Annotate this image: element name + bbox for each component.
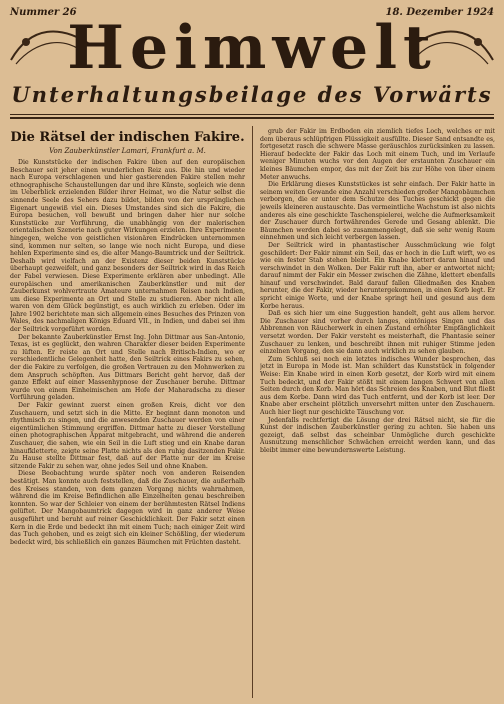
article-paragraph: Zum Schluß sei noch ein letztes indisches Wunder besprochen, das jetzt in Europa in Mode ist. Man schildert das Kunststück in folgender Weise: Ein Knabe wird in einen Korb gesetzt, der Korb wird mit einem Tuch bedeckt, und der Fakir stößt mit einem langen Schwert von allen Seiten durch den Korb. Man hört das Schreien des Knaben, und Blut fließt aus dem Korbe. Dann wird das Tuch entfernt, und der Korb ist leer. Der Knabe aber erscheint plötzlich unversehrt mitten unter den Zuschauern. Auch hier liegt nur geschickte Täuschung vor. — [260, 355, 495, 416]
right-column-text — [260, 128, 495, 455]
article-paragraph: Die Kunststücke der indischen Fakire üben auf den europäischen Beschauer seit jeher einen wunderlichen Reiz aus. Die hin und wieder nach Europa verschlagenen und hier gastierenden Fakire stellen mehr ethnographische Schaustellungen dar und ihre Künste, sogleich wie denn im Ueberblick erzielenden Bilder ihrer Heimat, wo die Natur selbst die sinnende Seele des Sehers dazu bildet, bilden von der ursprünglichen Eigenart ungewiß viel ein. Dieses Umstandes sind sich die Fakire, die Europa besuchen, voll bewußt und bringen daher hier nur solche Kunststücke zur Vorführung, die unabhängig von der malerischen orientalischen Szenerie nach guter Wirkungen erzielen. Ihre Experimente hingegen, welche von geistlichen visionären Eindrücken unternommen sind, kommen nur selten, so lange wie noch nicht Europa, und diese hehlen Experimente sind es, die alter Mango-Baumtrick und der Seiltrick. Deshalb wird vielfach an der Existenz dieser beiden Kunststücke überhaupt gezweifelt, und ganz besonders der Seiltrick wird in das Reich der Fabel verwiesen. Diese Experimente erklären aber unbedingt. Alle europäischen und amerikanischen Zauberkünstler und mit der Zauberkunst wohlvertraute Amateure unternahmen Reisen nach Indien, um diese Experimente an Ort und Stelle zu studieren. Aber nicht alle waren von dem Glück begünstigt, es auch wirklich zu erleben. Oder im Jahre 1902 berichtete man sich allgemein eines Besuches des Prinzen von Wales, des nachmaligen Königs Eduard VII., in Indien, und dabei sei ihm der Seiltrick vorgeführt worden. — [10, 159, 245, 334]
masthead-title: Heimwelt — [67, 13, 437, 83]
article-paragraph: Jedenfalls rechtfertigt die Lösung der drei Rätsel nicht, sie für die Kunst der indischen Zauberkünstler gering zu achten. Sie haben uns gezeigt, daß selbst das scheinbar Unmögliche durch geschickte Ausnutzung menschlicher Schwächen erreicht werden kann, und das bleibt immer eine bewundernswerte Leistung. — [260, 416, 495, 454]
article-title: Die Rätsel der indischen Fakire. — [10, 130, 245, 145]
article-byline: Von Zauberkünstler Lamari, Frankfurt a. M. — [49, 147, 206, 155]
left-column-text — [10, 159, 245, 546]
article-paragraph: Der bekannte Zauberkünstler Ernst Ing. John Dittmar aus San-Antonio, Texas, ist es geglückt, den wahren Charakter dieser beiden Experimente zu lüften. Er reiste an Ort und Stelle nach Britisch-Indien, wo er verschiedentliche Gelegenheit hatte, den Seiltrick eines Fakirs zu sehen, der die Fakire zu verfolgen, die großen Vertrauen zu den Mohnwerken zu dem Anspruch schöpften. Aus Dittmars Bericht geht hervor, daß der ganze Effekt auf einer Massenhypnose der Zuschauer beruhe. Dittmar wurde von einem Einheimischen am Hofe der Maharadscha zu dieser Vorführung geladen. — [10, 333, 245, 402]
article-paragraph: grub der Fakir im Erdboden ein ziemlich tiefes Loch, welches er mit dem überaus schlüpfrigen Flüssigkeit ausfüllte. Dieser Sand entsandte es, fortgesetzt rasch die schwere Masse geräuschlos zurücksinken zu lassen. Hierauf bedeckte der Fakir das Loch mit einem Tuch, und im Verlaufe weniger Minuten wuchs vor den Augen der erstaunten Zuschauer ein kleines Bäumchen empor, das mit der Zeit bis zur Höhe von über einem Meter anwuchs. — [260, 128, 495, 181]
article-paragraph: Diese Beobachtung wurde später noch von anderen Reisenden bestätigt. Man konnte auch feststellen, daß die Zuschauer, die außerhalb des Kreises standen, von dem ganzen Vorgang nichts wahrnahmen, während die im Kreise Befindlichen alle Einzelheiten genau beschreiben konnten. So war der Schleier von einem der berühmtesten Rätsel Indiens gelüftet. Der Mangobaumtrick dagegen wird in ganz anderer Weise ausgeführt und beruht auf reiner Geschicklichkeit. Der Fakir setzt einen Kern in die Erde und bedeckt ihn mit einem Tuch; nach einiger Zeit wird das Tuch gehoben, und es zeigt sich ein kleiner Schößling, der wiederum bedeckt wird, bis schließlich ein ganzes Bäumchen mit Früchten dasteht. — [10, 470, 245, 546]
header-divider-thick — [10, 117, 494, 119]
header-divider — [10, 114, 494, 115]
article-paragraph: Die Erklärung dieses Kunststückes ist sehr einfach. Der Fakir hatte in seinem weiten Gewande eine Anzahl verschieden großer Mangobäumchen verborgen, die er unter dem Schutze des Tuches geschickt gegen die jeweils kleineren austauschte. Das vermeintliche Wachstum ist also nichts anderes als eine geschickte Taschenspielerei, welche die Aufmerksamkeit der Zuschauer durch fortwährendes Gerede und Gesang ablenkt. Die Bäumchen werden dabei so zusammengelegt, daß sie sehr wenig Raum einnehmen und sich leicht verbergen lassen. — [260, 181, 495, 242]
issue-date: 18. Dezember 1924 — [385, 6, 494, 18]
column-divider — [252, 126, 253, 698]
right-column — [260, 128, 495, 696]
masthead-subtitle: Unterhaltungsbeilage des Vorwärts — [11, 82, 493, 107]
left-column — [10, 128, 245, 696]
article-paragraph: Daß es sich hier um eine Suggestion handelt, geht aus allem hervor. Die Zuschauer sind vorher durch langes, eintöniges Singen und das Abbrennen von Räucherwerk in einen Zustand erhöhter Empfänglichkeit versetzt worden. Der Fakir versteht es meisterhaft, die Phantasie seiner Zuschauer zu lenken, und beschreibt ihnen mit ruhiger Stimme jeden einzelnen Vorgang, den sie dann auch wirklich zu sehen glauben. — [260, 310, 495, 356]
article-paragraph: Der Seiltrick wird in phantastischer Ausschmückung wie folgt geschildert: Der Fakir nimmt ein Seil, das er hoch in die Luft wirft, wo es wie ein fester Stab stehen bleibt. Ein Knabe klettert daran hinauf und verschwindet in den Wolken. Der Fakir ruft ihn, aber er antwortet nicht; darauf nimmt der Fakir ein Messer zwischen die Zähne, klettert ebenfalls hinauf und verschwindet. Bald darauf fallen Gliedmaßen des Knaben herunter, die der Fakir, wieder heruntergekommen, in einen Korb legt. Er spricht einige Worte, und der Knabe springt heil und gesund aus dem Korbe heraus. — [260, 241, 495, 310]
article-paragraph: Der Fakir gewinnt zuerst einen großen Kreis, dicht vor den Zuschauern, und setzt sich in die Mitte. Er beginnt dann monoton und rhythmisch zu singen, und die anwesenden Zuschauer werden von einer eigentümlichen Stimmung ergriffen. Dittmar hatte zu dieser Vorstellung einen photographischen Apparat mitgebracht, und während die anderen Zuschauer, die sahen, wie ein Seil in die Luft stieg und ein Knabe daran hinaufkletterte, zeigte seine Platte nichts als den ruhig dasitzenden Fakir. Zu Hause stellte Dittmar fest, daß auf der Platte nur der im Kreise sitzende Fakir zu sehen war, ohne jedes Seil und ohne Knaben. — [10, 402, 245, 470]
issue-number: Nummer 26 — [10, 6, 77, 18]
